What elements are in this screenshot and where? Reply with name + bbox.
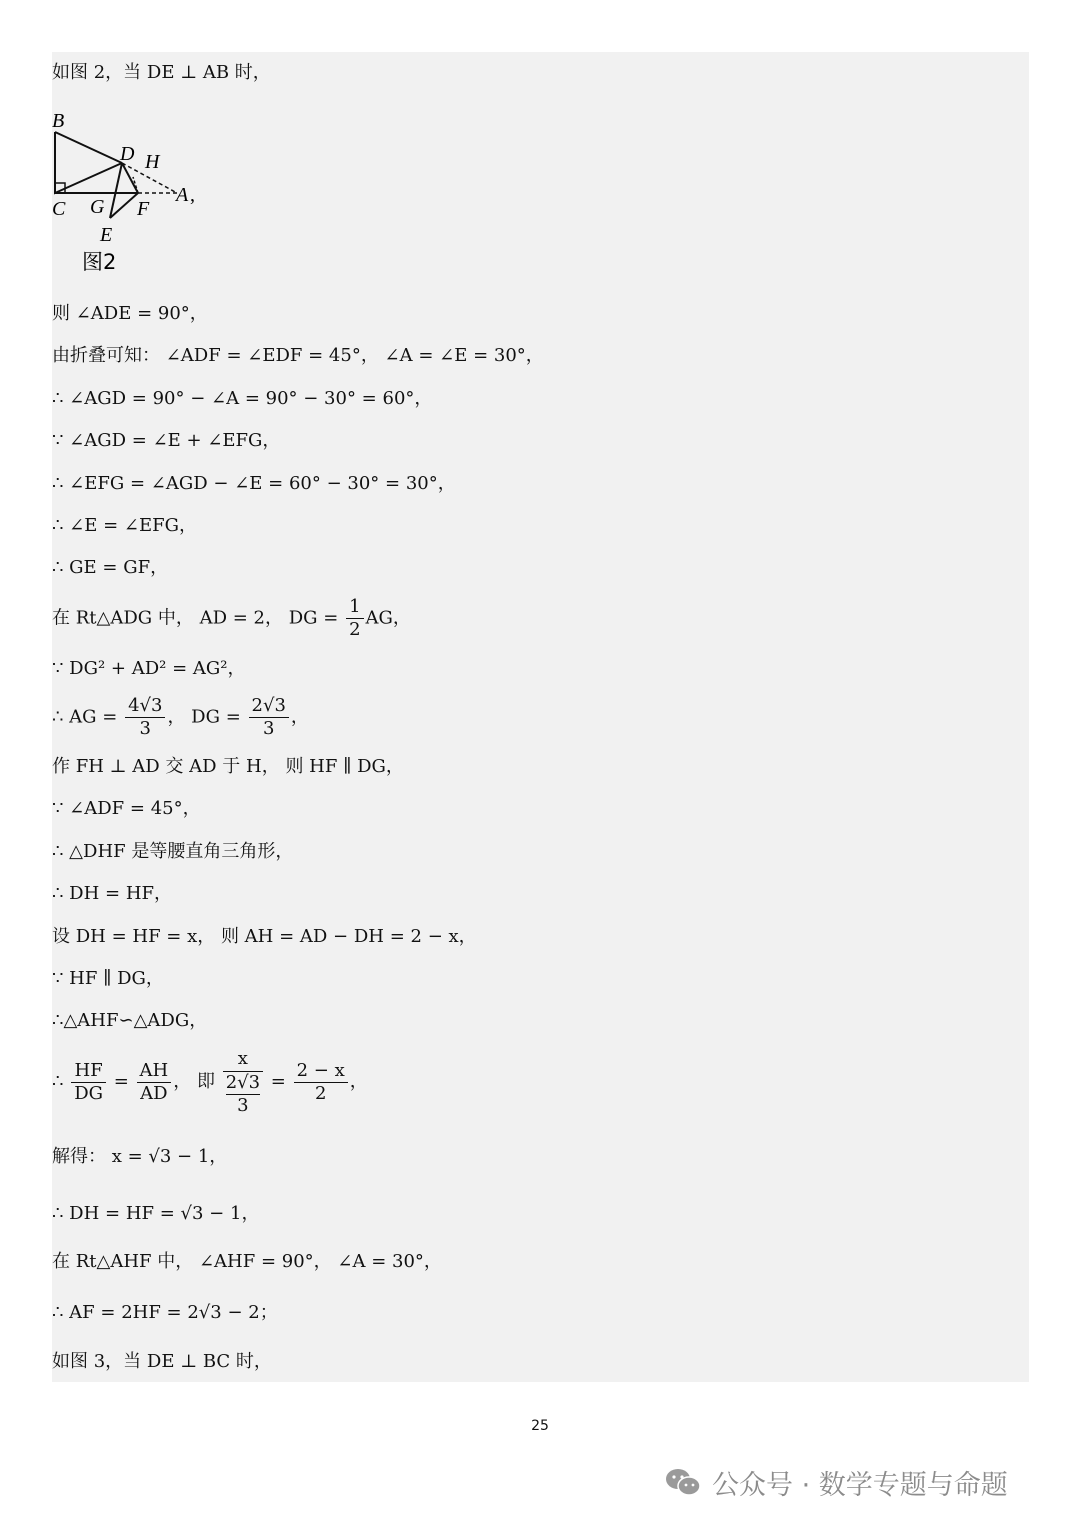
- watermark-text: 公众号 · 数学专题与命题: [712, 1469, 1008, 1501]
- inner-fraction: [226, 1072, 260, 1117]
- text-line-7: ∴ ∠E = ∠EFG，: [52, 515, 198, 536]
- label-c: C: [52, 198, 66, 220]
- fraction-ah-ad: [137, 1060, 172, 1105]
- inner-denominator: 3: [237, 1095, 249, 1116]
- fraction-denominator: 3: [139, 718, 151, 739]
- fraction-2-x: [294, 1060, 348, 1105]
- page-number: 25: [531, 1418, 549, 1434]
- text-line-15: ∴ DH = HF，: [52, 883, 173, 904]
- text-line-16: 设 DH = HF = x， 则 AH = AD − DH = 2 − x，: [52, 926, 477, 947]
- label-a: A: [176, 184, 189, 206]
- text-line-17: ∵ HF ∥ DG，: [52, 968, 164, 989]
- line11-c: ，: [290, 706, 309, 728]
- label-b: B: [52, 110, 65, 132]
- text-line-3: 由折叠可知： ∠ADF = ∠EDF = 45°， ∠A = ∠E = 30°，: [52, 345, 544, 366]
- text-line-13: ∵ ∠ADF = 45°，: [52, 798, 201, 819]
- text-line-4: ∴ ∠AGD = 90° − ∠A = 90° − 30° = 60°，: [52, 388, 433, 409]
- label-h: H: [145, 151, 160, 173]
- fraction-ag: [125, 695, 165, 740]
- fraction-denominator: 2: [349, 619, 361, 640]
- fraction-denominator: 2: [314, 1082, 327, 1104]
- label-e: E: [100, 224, 113, 246]
- fraction-denominator: 3: [262, 718, 275, 739]
- fraction-numerator: 1: [346, 596, 363, 619]
- inner-numerator: 2√3: [225, 1072, 261, 1093]
- text-line-5: ∵ ∠AGD = ∠E + ∠EFG，: [52, 430, 281, 451]
- fraction-numerator: AH: [137, 1060, 172, 1083]
- watermark: [664, 1462, 1008, 1502]
- line9-prefix: 在 Rt△ADG 中， AD = 2， DG =: [52, 607, 345, 629]
- line11-b: ， DG =: [167, 706, 247, 728]
- wechat-icon: [664, 1466, 702, 1498]
- text-line-1: 如图 2，当 DE ⊥ AB 时，: [52, 62, 271, 83]
- line19-a: ∴: [52, 1071, 70, 1092]
- fraction-denominator: AD: [140, 1082, 168, 1104]
- fraction-numerator: x: [223, 1047, 263, 1072]
- label-comma: ,: [190, 184, 195, 206]
- text-line-9: [52, 596, 411, 641]
- label-f: F: [137, 198, 150, 220]
- line11-a: ∴ AG =: [52, 706, 124, 728]
- line19-eq2: =: [265, 1071, 292, 1092]
- text-line-11: [52, 695, 309, 740]
- fraction-numerator: HF: [71, 1060, 106, 1083]
- fraction-denominator: [223, 1072, 263, 1117]
- line19-eq: =: [108, 1071, 135, 1092]
- text-line-22: 在 Rt△AHF 中， ∠AHF = 90°， ∠A = 30°，: [52, 1251, 442, 1272]
- text-line-21: ∴ DH = HF = √3 − 1，: [52, 1203, 260, 1224]
- text-line-19: [52, 1047, 368, 1117]
- text-line-8: ∴ GE = GF，: [52, 557, 169, 578]
- fraction-numerator: 2 − x: [294, 1060, 348, 1083]
- complex-fraction: [223, 1047, 263, 1117]
- figure-caption: 图2: [82, 250, 117, 274]
- text-line-12: 作 FH ⊥ AD 交 AD 于 H， 则 HF ∥ DG，: [52, 756, 404, 777]
- line19-b: ， 即: [173, 1071, 221, 1092]
- fraction-denominator: DG: [74, 1082, 103, 1104]
- geometry-figure-2: [50, 105, 220, 280]
- text-line-6: ∴ ∠EFG = ∠AGD − ∠E = 60° − 30° = 30°，: [52, 473, 456, 494]
- label-g: G: [90, 196, 105, 218]
- fraction-hf-dg: [71, 1060, 106, 1105]
- line9-suffix: AG，: [365, 607, 411, 629]
- line19-c: ，: [349, 1071, 368, 1092]
- fraction-numerator: 4√3: [125, 695, 165, 718]
- fraction-half: [346, 596, 363, 641]
- text-line-2: 则 ∠ADE = 90°，: [52, 303, 208, 324]
- text-line-20: 解得： x = √3 − 1，: [52, 1146, 228, 1167]
- text-line-18: ∴△AHF∽△ADG，: [52, 1010, 208, 1031]
- text-line-10: ∵ DG² + AD² = AG²，: [52, 658, 246, 679]
- fraction-dg: [249, 695, 289, 740]
- fraction-numerator: 2√3: [249, 695, 289, 718]
- label-d: D: [120, 143, 135, 165]
- text-line-24: 如图 3，当 DE ⊥ BC 时，: [52, 1351, 272, 1372]
- text-line-23: ∴ AF = 2HF = 2√3 − 2；: [52, 1302, 278, 1323]
- text-line-14: ∴ △DHF 是等腰直角三角形，: [52, 841, 294, 862]
